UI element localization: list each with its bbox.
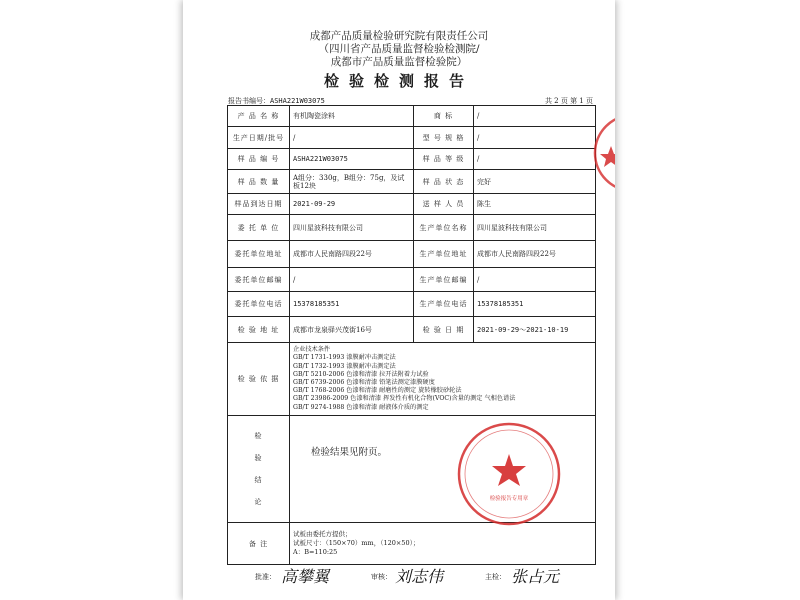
mfr-post-value: / — [474, 268, 596, 292]
test-addr-label: 检 验 地 址 — [228, 317, 290, 343]
remark-item: 试板由委托方提供； — [293, 530, 352, 538]
sample-qty-value: A组分：330g，B组分：75g，及试板12块 — [290, 170, 414, 194]
trademark-value: / — [474, 106, 596, 127]
org-name-line3: 成都市产品质量监督检验院） — [330, 56, 468, 68]
basis-item: 企业技术条件 — [293, 346, 331, 354]
model-value: / — [474, 127, 596, 149]
mfr-tel-label: 生产单位电话 — [414, 292, 474, 317]
client-value: 四川星波科技有限公司 — [290, 215, 414, 241]
mfr-addr-label: 生产单位地址 — [414, 241, 474, 268]
main-inspector-signature: 张占元 — [511, 567, 560, 586]
client-tel-label: 委托单位电话 — [228, 292, 290, 317]
sample-no-value: ASHA221W03075 — [290, 149, 414, 170]
report-page — [183, 0, 615, 600]
mfr-tel-value: 15378185351 — [474, 292, 596, 317]
page-info: 共 2 页 第 1 页 — [544, 97, 593, 105]
client-label: 委 托 单 位 — [228, 215, 290, 241]
basis-item: GB/T 5210-2006 色漆和清漆 拉开法附着力试验 — [293, 370, 429, 378]
remark-item: A：B=110:25 — [293, 548, 338, 556]
review-signature: 刘志伟 — [395, 567, 444, 586]
test-addr-value: 成都市龙泉驿兴茂街16号 — [290, 317, 414, 343]
review-label: 审核： — [371, 573, 392, 581]
test-date-label: 检 验 日 期 — [414, 317, 474, 343]
mfr-addr-value: 成都市人民南路四段22号 — [474, 241, 596, 268]
sender-value: 陈生 — [474, 194, 596, 215]
org-name-line1: 成都产品质量检验研究院有限责任公司 — [309, 30, 489, 42]
client-addr-value: 成都市人民南路四段22号 — [290, 241, 414, 268]
product-name-value: 有机陶瓷涂料 — [290, 106, 414, 127]
model-label: 型 号 规 格 — [414, 127, 474, 149]
report-title: 检验检测报告 — [323, 72, 474, 90]
basis-list — [290, 343, 596, 416]
client-post-label: 委托单位邮编 — [228, 268, 290, 292]
remark-item: 试板尺寸：（150×70）mm，（120×50）； — [293, 539, 420, 547]
test-date-value: 2021-09-29～2021-10-19 — [474, 317, 596, 343]
basis-item: GB/T 1731-1993 漆膜耐冲击测定法 — [293, 354, 396, 362]
conclusion-text: 检验结果见附页。 — [311, 447, 388, 458]
official-seal — [455, 420, 563, 528]
report-number: 报告书编号：ASHA221W03075 — [228, 97, 325, 105]
client-addr-label: 委托单位地址 — [228, 241, 290, 268]
approve-label: 批准： — [255, 573, 276, 581]
product-name-label: 产 品 名 称 — [228, 106, 290, 127]
approve-signature: 高攀翼 — [281, 567, 330, 586]
sample-state-label: 样 品 状 态 — [414, 170, 474, 194]
main-inspector-label: 主检： — [485, 573, 506, 581]
edge-stamp — [591, 108, 615, 198]
sample-grade-label: 样 品 等 级 — [414, 149, 474, 170]
remarks-label: 备 注 — [228, 523, 290, 565]
trademark-label: 商 标 — [414, 106, 474, 127]
sender-label: 送 样 人 员 — [414, 194, 474, 215]
client-tel-value: 15378185351 — [290, 292, 414, 317]
prod-date-label: 生产日期/批号 — [228, 127, 290, 149]
sample-no-label: 样 品 编 号 — [228, 149, 290, 170]
remarks-list — [290, 523, 596, 565]
conclusion-label: 检 验 结 论 — [228, 416, 290, 523]
sample-grade-value: / — [474, 149, 596, 170]
arrival-date-value: 2021-09-29 — [290, 194, 414, 215]
mfr-post-label: 生产单位邮编 — [414, 268, 474, 292]
basis-item: GB/T 9274-1988 色漆和清漆 耐液体介质的测定 — [293, 403, 429, 411]
client-post-value: / — [290, 268, 414, 292]
sample-qty-label: 样 品 数 量 — [228, 170, 290, 194]
sample-state-value: 完好 — [474, 170, 596, 194]
seal-caption: 检验报告专用章 — [489, 496, 529, 502]
prod-date-value: / — [290, 127, 414, 149]
basis-item: GB/T 1768-2006 色漆和清漆 耐磨性的测定 旋转橡胶砂轮法 — [293, 387, 462, 395]
arrival-date-label: 样品到达日期 — [228, 194, 290, 215]
basis-item: GB/T 23986-2009 色漆和清漆 挥发性有机化合物(VOC)含量的测定 气相色谱法 — [293, 395, 516, 403]
basis-item: GB/T 1732-1993 漆膜耐冲击测定法 — [293, 362, 396, 370]
manufacturer-value: 四川星波科技有限公司 — [474, 215, 596, 241]
org-name-line2: （四川省产品质量监督检验检测院/ — [318, 43, 480, 55]
basis-label: 检 验 依 据 — [228, 343, 290, 416]
manufacturer-label: 生产单位名称 — [414, 215, 474, 241]
basis-item: GB/T 6739-2006 色漆和清漆 铅笔法测定漆膜硬度 — [293, 379, 435, 386]
